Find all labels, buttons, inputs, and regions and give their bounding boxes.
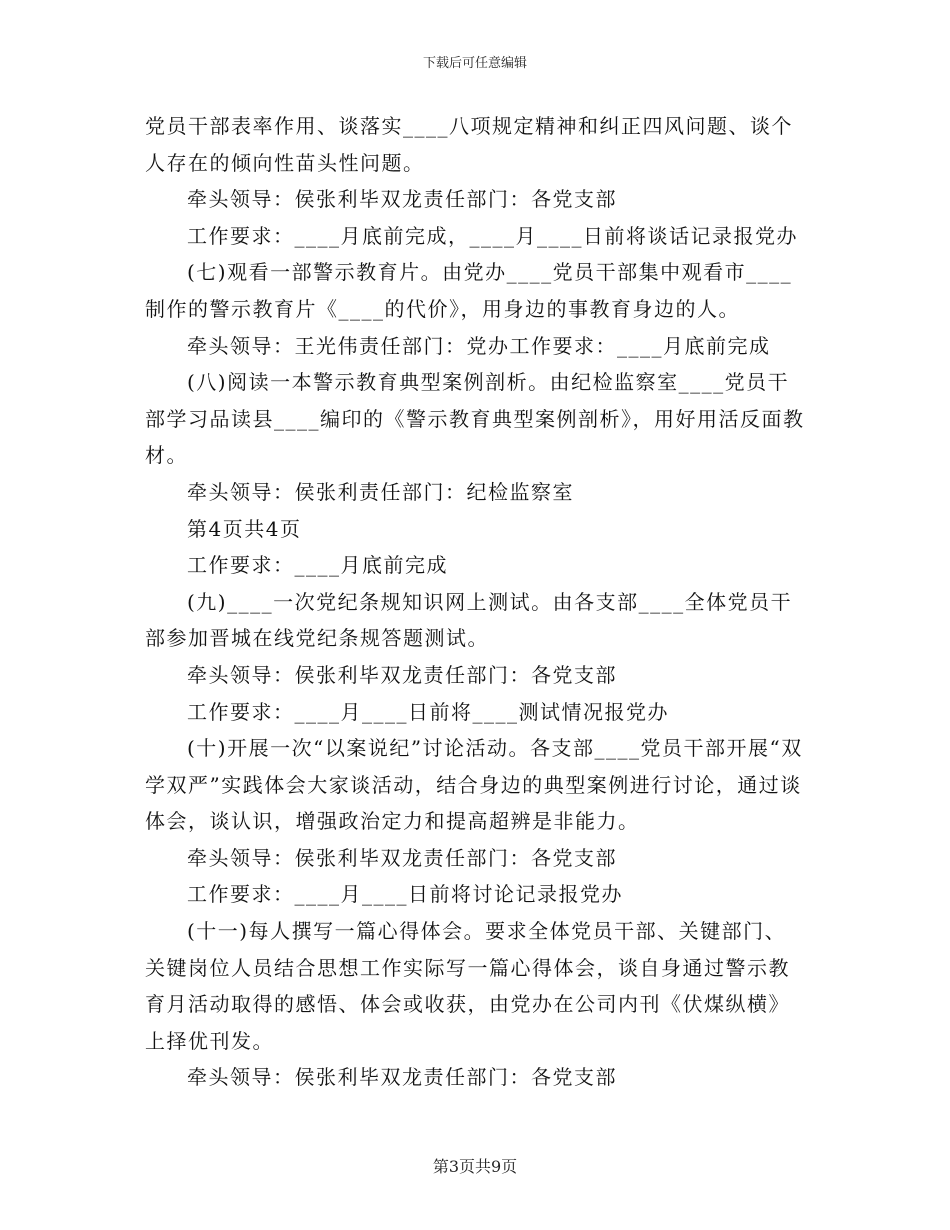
- page-header: 下载后可任意编辑: [422, 56, 527, 71]
- paragraph: (十)开展一次“以案说纪”讨论活动。各支部____党员干部开展“双学双严”实践体会大家谈活动，结合身边的典型案例进行讨论，通过谈体会，谈认识，增强政治定力和提高超辨是非能力。: [145, 736, 803, 834]
- paragraph: 工作要求：____月____日前将讨论记录报党办: [187, 882, 623, 907]
- paragraph: 牵头领导：侯张利毕双龙责任部门：各党支部: [187, 1065, 617, 1090]
- paragraph: 牵头领导：侯张利毕双龙责任部门：各党支部: [187, 845, 617, 870]
- paragraph: (十一)每人撰写一篇心得体会。要求全体党员干部、关键部门、关键岗位人员结合思想工作实际写一篇心得体会，谈自身通过警示教育月活动取得的感悟、体会或收获，由党办在公司内刊《伏煤纵横》上择优刊发。: [145, 919, 790, 1053]
- inline-page-number: 第4页共4页: [187, 516, 302, 541]
- paragraph: 工作要求：____月底前完成: [187, 553, 448, 578]
- paragraph: (七)观看一部警示教育片。由党办____党员干部集中观看市____制作的警示教育片《____的代价》，用身边的事教育身边的人。: [145, 260, 793, 321]
- paragraph: (九)____一次党纪条规知识网上测试。由各支部____全体党员干部参加晋城在线党纪条规答题测试。: [145, 589, 793, 651]
- paragraph: 工作要求：____月底前完成，____月____日前将谈话记录报党办: [187, 223, 798, 248]
- paragraph: 牵头领导：侯张利责任部门：纪检监察室: [187, 479, 574, 504]
- paragraph: 牵头领导：侯张利毕双龙责任部门：各党支部: [187, 662, 617, 687]
- paragraph: 工作要求：____月____日前将____测试情况报党办: [187, 699, 669, 724]
- paragraph: 党员干部表率作用、谈落实____八项规定精神和纠正四风问题、谈个人存在的倾向性苗头性问题。: [145, 114, 793, 175]
- page-footer: 第3页共9页: [432, 1157, 518, 1176]
- paragraph: (八)阅读一本警示教育典型案例剖析。由纪检监察室____党员干部学习品读县____编印的《警示教育典型案例剖析》，用好用活反面教材。: [145, 370, 805, 468]
- document-body: [145, 108, 805, 1096]
- paragraph: 牵头领导：侯张利毕双龙责任部门：各党支部: [187, 187, 617, 212]
- paragraph: 牵头领导：王光伟责任部门：党办工作要求：____月底前完成: [187, 333, 771, 358]
